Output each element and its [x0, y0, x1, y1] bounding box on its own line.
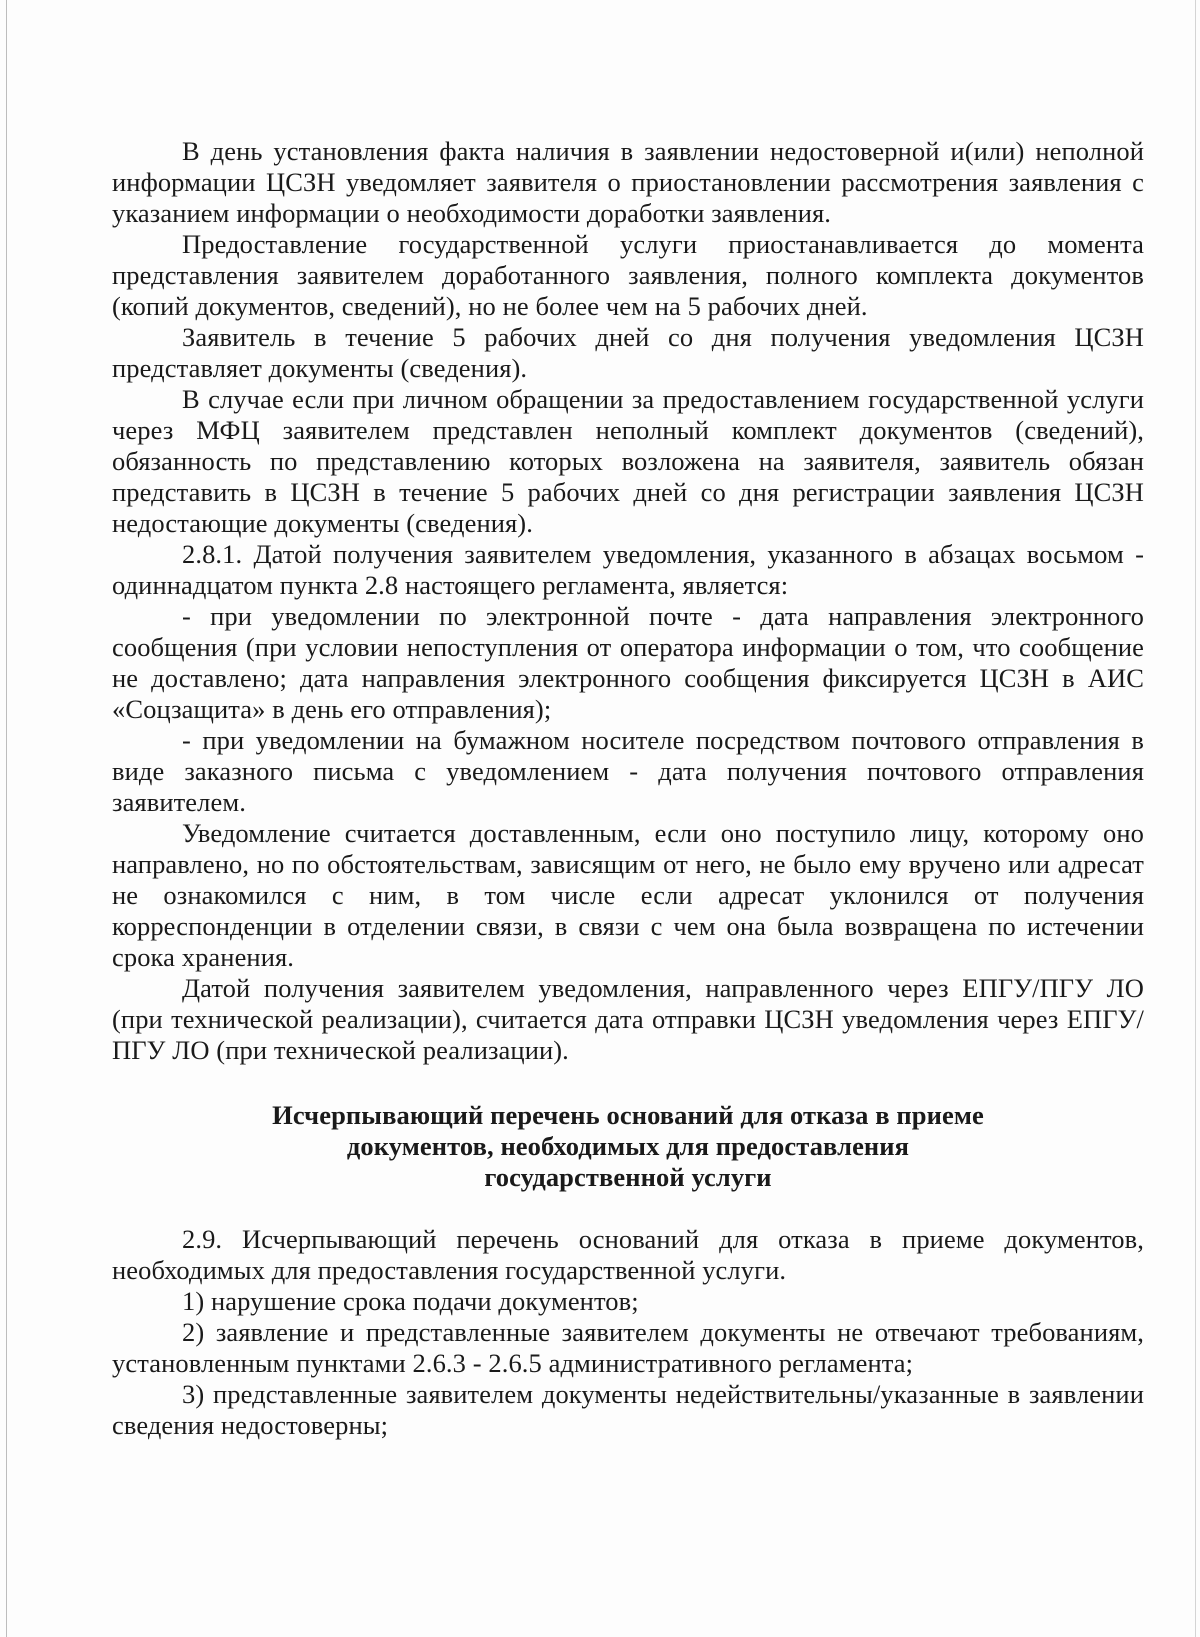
- section-heading: [112, 1100, 1144, 1193]
- heading-line-1: Исчерпывающий перечень оснований для отказа в приеме: [272, 1100, 984, 1130]
- heading-line-2: документов, необходимых для предоставления: [346, 1131, 910, 1161]
- paragraph-email-notice: - при уведомлении по электронной почте - дата направления электронного сообщения (при условии непоступления от оператора информации о том, что сообщение не доставлено; дата направления электронного сообщения фиксируется ЦСЗН в АИС «Соцзащита» в день его отправления);: [112, 601, 1144, 724]
- list-item-3: 3) представленные заявителем документы недействительны/указанные в заявлении сведения недостоверны;: [112, 1379, 1144, 1440]
- paragraph-applicant-submission: Заявитель в течение 5 рабочих дней со дня получения уведомления ЦСЗН представляет документы (сведения).: [112, 322, 1144, 383]
- heading-line-3: государственной услуги: [484, 1162, 772, 1192]
- paragraph-2-9: 2.9. Исчерпывающий перечень оснований для отказа в приеме документов, необходимых для предоставления государственной услуги.: [112, 1224, 1144, 1285]
- list-item-1: 1) нарушение срока подачи документов;: [182, 1286, 639, 1316]
- scan-edge-left: [6, 0, 7, 1637]
- paragraph-suspension-period: Предоставление государственной услуги приостанавливается до момента представления заявителем доработанного заявления, полного комплекта документов (копий документов, сведений), но не более чем на 5 рабочих дней.: [112, 229, 1144, 321]
- scan-edge-right: [1195, 0, 1196, 1637]
- paragraph-suspension-notice: В день установления факта наличия в заявлении недостоверной и(или) неполной информации ЦСЗН уведомляет заявителя о приостановлении рассмотрения заявления с указанием информации о необходимости доработки заявления.: [112, 136, 1144, 228]
- paragraph-epgu-notice: Датой получения заявителем уведомления, направленного через ЕПГУ/ПГУ ЛО (при технической реализации), считается дата отправки ЦСЗН уведомления через ЕПГУ/ПГУ ЛО (при технической реализации).: [112, 973, 1144, 1065]
- document-body: [112, 136, 1144, 1441]
- paragraph-paper-notice: - при уведомлении на бумажном носителе посредством почтового отправления в виде заказного письма с уведомлением - дата получения почтового отправления заявителем.: [112, 725, 1144, 817]
- paragraph-mfc-incomplete: В случае если при личном обращении за предоставлением государственной услуги через МФЦ заявителем представлен неполный комплект документов (сведений), обязанность по представлению которых возложена на заявителя, заявитель обязан представить в ЦСЗН в течение 5 рабочих дней со дня регистрации заявления ЦСЗН недостающие документы (сведения).: [112, 384, 1144, 538]
- paragraph-delivered-notice: Уведомление считается доставленным, если оно поступило лицу, которому оно направлено, но по обстоятельствам, зависящим от него, не было ему вручено или адресат не ознакомился с ним, в том числе если адресат уклонился от получения корреспонденции в отделении связи, в связи с чем она была возвращена по истечении срока хранения.: [112, 818, 1144, 972]
- paragraph-2-8-1: 2.8.1. Датой получения заявителем уведомления, указанного в абзацах восьмом - одиннадцатом пункта 2.8 настоящего регламента, является:: [112, 539, 1144, 600]
- list-item-2: 2) заявление и представленные заявителем документы не отвечают требованиям, установленным пунктами 2.6.3 - 2.6.5 административного регламента;: [112, 1317, 1144, 1378]
